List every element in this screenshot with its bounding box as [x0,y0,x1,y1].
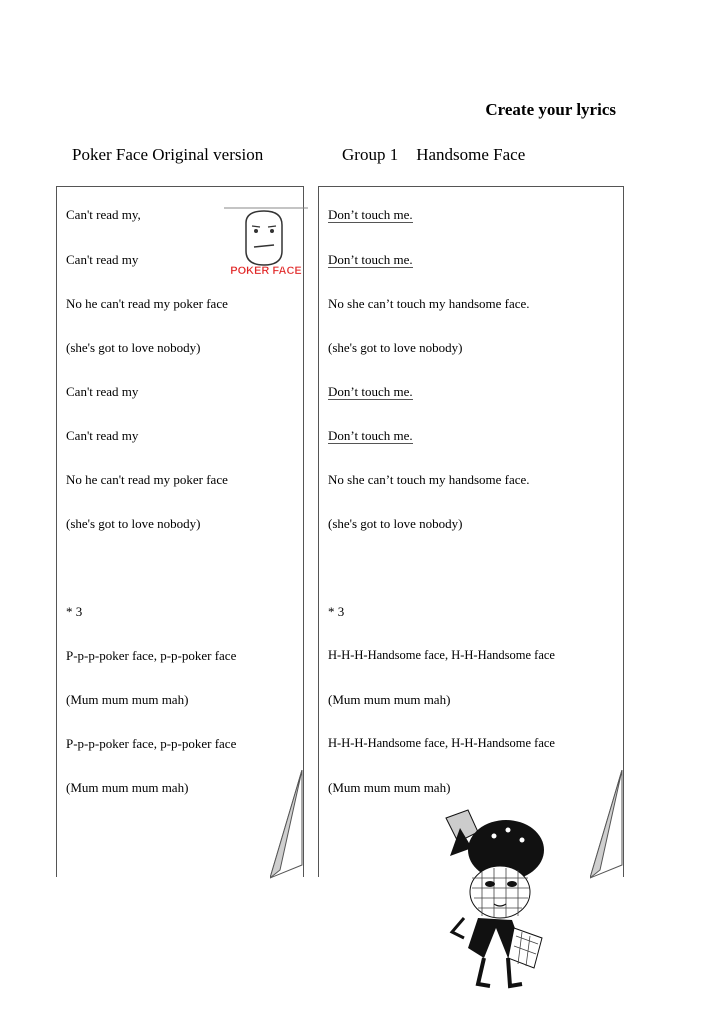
lyric-line: (Mum mum mum mah) [328,692,451,707]
lyric-line [328,428,413,444]
jester-cartoon-icon [438,808,550,998]
lyric-line: P-p-p-poker face, p-p-poker face [66,736,237,751]
lyric-line: Can't read my [66,384,139,399]
lyric-line: (she's got to love nobody) [66,340,201,355]
lyric-line: H-H-H-Handsome face, H-H-Handsome face [328,736,555,750]
lyric-line: No she can’t touch my handsome face. [328,296,530,311]
page-title: Create your lyrics [485,100,616,119]
lyric-line: No she can’t touch my handsome face. [328,472,530,487]
lyric-line: (Mum mum mum mah) [328,780,451,795]
lyric-line [328,207,413,223]
lyric-line: (Mum mum mum mah) [66,692,189,707]
lyric-line: Can't read my [66,252,139,267]
original-version-heading: Poker Face Original version [72,145,264,164]
lyric-line: Can't read my [66,428,139,443]
lyric-line: No he can't read my poker face [66,472,228,487]
poker-face-meme-icon [224,207,308,279]
lyric-line: (Mum mum mum mah) [66,780,189,795]
poker-face-label: POKER FACE [230,265,302,277]
parody-lyrics-panel [318,186,624,877]
lyric-line: H-H-H-Handsome face, H-H-Handsome face [328,648,555,662]
lyric-line: * 3 [66,604,83,619]
parody-title: Handsome Face [416,145,526,164]
lyric-text: Don’t touch me. [328,384,413,399]
lyric-line: P-p-p-poker face, p-p-poker face [66,648,237,663]
lyric-line: * 3 [328,604,345,619]
lyric-line [328,252,413,268]
lyric-line: (she's got to love nobody) [328,516,463,531]
lyric-text: Don’t touch me. [328,428,413,443]
lyric-line: No he can't read my poker face [66,296,228,311]
group-heading [342,145,525,165]
original-lyrics-panel [56,186,304,877]
group-label: Group 1 [342,145,399,164]
lyric-text: Don’t touch me. [328,207,413,222]
lyric-line: (she's got to love nobody) [66,516,201,531]
lyric-line: (she's got to love nobody) [328,340,463,355]
lyric-line: Can't read my, [66,207,141,222]
lyric-line [328,384,413,400]
lyric-text: Don’t touch me. [328,252,413,267]
